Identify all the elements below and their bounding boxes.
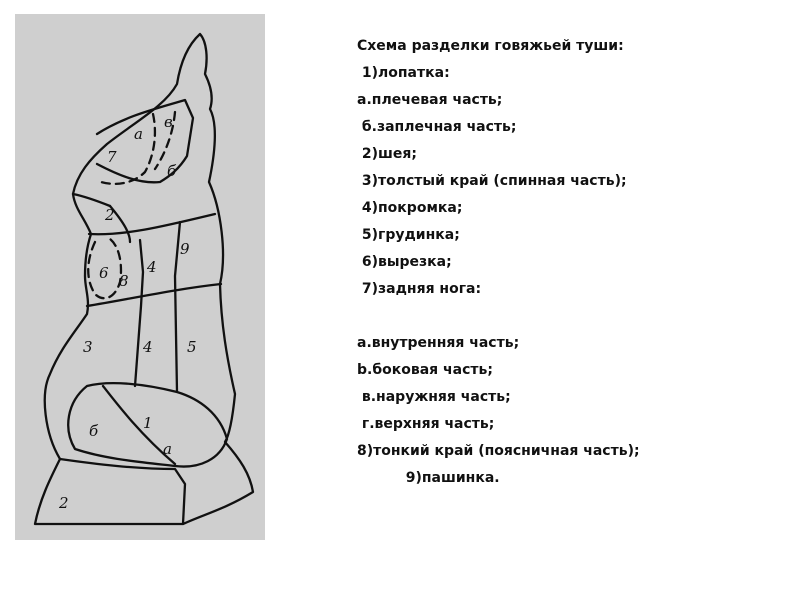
legend-line: b.боковая часть; bbox=[357, 362, 493, 378]
label-a-top: а bbox=[134, 125, 143, 143]
label-nine: 9 bbox=[180, 240, 190, 258]
label-one: 1 bbox=[143, 414, 153, 432]
label-four-mid: 4 bbox=[143, 338, 153, 356]
legend-title: Схема разделки говяжьей туши: bbox=[357, 38, 624, 54]
divider-left bbox=[135, 240, 143, 386]
lower-transverse-line bbox=[87, 284, 221, 306]
legend-line: 1)лопатка: bbox=[357, 65, 450, 81]
label-six: 6 bbox=[99, 264, 109, 282]
label-a-bottom: а bbox=[163, 440, 172, 458]
bottom-line bbox=[60, 459, 185, 524]
label-seven: 7 bbox=[107, 148, 117, 166]
label-v-top: в bbox=[164, 113, 173, 131]
legend-line: г.верхняя часть; bbox=[357, 416, 495, 432]
legend-line: 9)пашинка. bbox=[357, 470, 500, 486]
label-four-top: 4 bbox=[147, 258, 157, 276]
legend-line: 8)тонкий край (поясничная часть); bbox=[357, 443, 640, 459]
label-three: 3 bbox=[83, 338, 93, 356]
neck-line bbox=[73, 194, 110, 206]
legend-line: 6)вырезка; bbox=[357, 254, 452, 270]
legend-spacer bbox=[357, 303, 787, 330]
beef-carcass-diagram bbox=[15, 14, 265, 540]
legend-line: 4)покромка; bbox=[357, 200, 463, 216]
legend-line: а.плечевая часть; bbox=[357, 92, 503, 108]
legend-line: 5)грудинка; bbox=[357, 227, 460, 243]
label-five: 5 bbox=[187, 338, 197, 356]
legend-line: в.наружняя часть; bbox=[357, 389, 511, 405]
label-two-top: 2 bbox=[105, 206, 115, 224]
legend-line: б.заплечная часть; bbox=[357, 119, 517, 135]
label-b-top: б bbox=[167, 162, 177, 180]
legend-line: 7)задняя нога: bbox=[357, 281, 482, 297]
label-eight: 8 bbox=[119, 272, 129, 290]
legend-line: 2)шея; bbox=[357, 146, 417, 162]
cuts-legend bbox=[357, 33, 787, 492]
label-b-bottom: б bbox=[89, 422, 99, 440]
label-two-bottom: 2 bbox=[59, 494, 69, 512]
carcass-figure-panel bbox=[15, 14, 265, 540]
legend-line: 3)толстый край (спинная часть); bbox=[357, 173, 627, 189]
legend-line: а.внутренняя часть; bbox=[357, 335, 520, 351]
